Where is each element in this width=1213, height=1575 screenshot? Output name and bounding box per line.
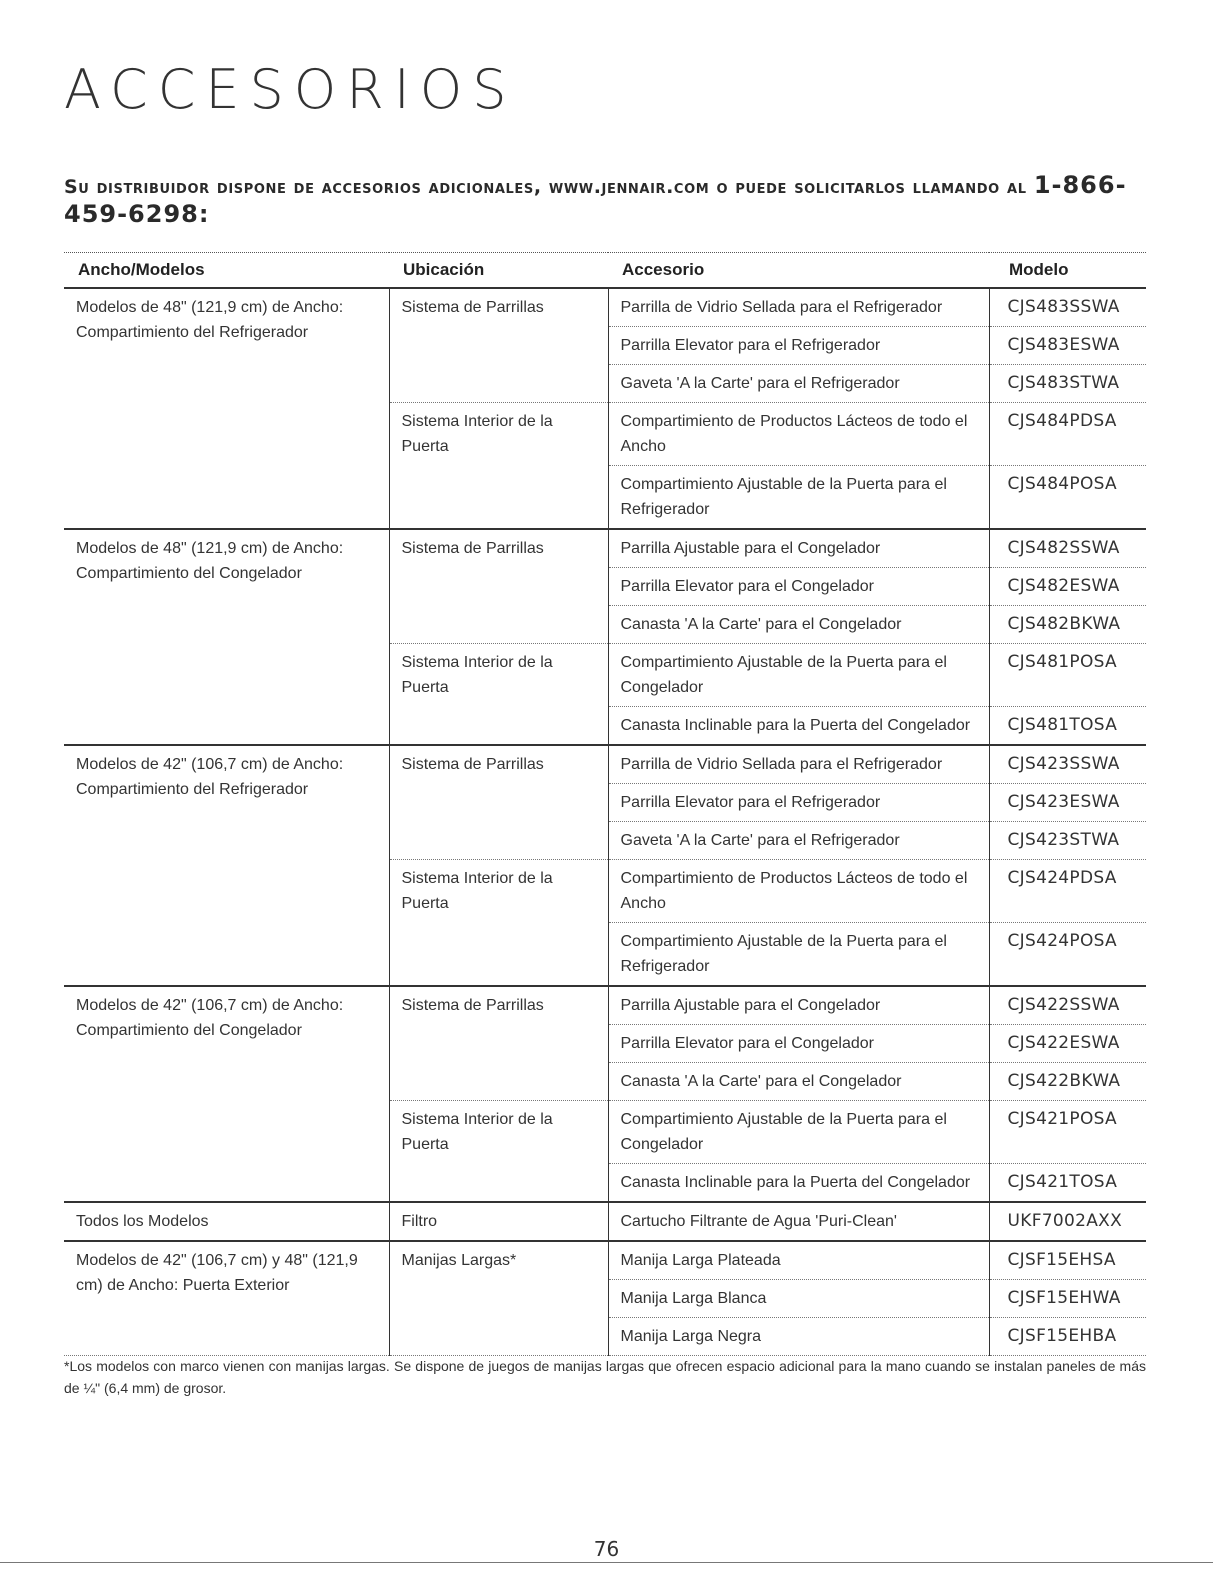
accessories-table bbox=[64, 252, 1146, 1356]
cell-accessory: Manija Larga Plateada bbox=[608, 1241, 989, 1280]
cell-model: CJS423SSWA bbox=[989, 745, 1146, 784]
cell-width-models: Modelos de 42" (106,7 cm) de Ancho: Compartimiento del Congelador bbox=[64, 986, 389, 1202]
table-row bbox=[64, 1202, 1146, 1241]
header-accessory: Accesorio bbox=[608, 253, 989, 289]
table-header-row bbox=[64, 253, 1146, 289]
cell-location: Sistema de Parrillas bbox=[389, 529, 608, 644]
cell-model: CJS481POSA bbox=[989, 644, 1146, 707]
cell-accessory: Parrilla Elevator para el Refrigerador bbox=[608, 784, 989, 822]
cell-model: CJSF15EHSA bbox=[989, 1241, 1146, 1280]
cell-model: CJS482SSWA bbox=[989, 529, 1146, 568]
cell-model: CJSF15EHWA bbox=[989, 1280, 1146, 1318]
cell-model: CJS421POSA bbox=[989, 1101, 1146, 1164]
cell-accessory: Canasta Inclinable para la Puerta del Congelador bbox=[608, 707, 989, 746]
cell-width-models: Todos los Modelos bbox=[64, 1202, 389, 1241]
cell-accessory: Manija Larga Negra bbox=[608, 1318, 989, 1356]
cell-accessory: Parrilla Elevator para el Congelador bbox=[608, 568, 989, 606]
cell-accessory: Gaveta 'A la Carte' para el Refrigerador bbox=[608, 365, 989, 403]
header-width-models: Ancho/Modelos bbox=[64, 253, 389, 289]
page-title: ACCESORIOS bbox=[64, 58, 517, 121]
cell-accessory: Canasta 'A la Carte' para el Congelador bbox=[608, 1063, 989, 1101]
cell-model: CJS483STWA bbox=[989, 365, 1146, 403]
cell-accessory: Compartimiento Ajustable de la Puerta para el Congelador bbox=[608, 644, 989, 707]
cell-location: Sistema Interior de la Puerta bbox=[389, 1101, 608, 1203]
cell-location: Filtro bbox=[389, 1202, 608, 1241]
cell-model: CJS481TOSA bbox=[989, 707, 1146, 746]
cell-accessory: Compartimiento Ajustable de la Puerta para el Refrigerador bbox=[608, 923, 989, 987]
cell-location: Sistema Interior de la Puerta bbox=[389, 860, 608, 987]
cell-model: CJSF15EHBA bbox=[989, 1318, 1146, 1356]
page-number: 76 bbox=[593, 1537, 620, 1561]
cell-accessory: Parrilla Ajustable para el Congelador bbox=[608, 529, 989, 568]
cell-model: CJS422ESWA bbox=[989, 1025, 1146, 1063]
cell-accessory: Cartucho Filtrante de Agua 'Puri-Clean' bbox=[608, 1202, 989, 1241]
cell-accessory: Compartimiento de Productos Lácteos de todo el Ancho bbox=[608, 860, 989, 923]
cell-accessory: Canasta Inclinable para la Puerta del Congelador bbox=[608, 1164, 989, 1203]
table-row bbox=[64, 288, 1146, 327]
cell-width-models: Modelos de 48" (121,9 cm) de Ancho: Compartimiento del Congelador bbox=[64, 529, 389, 745]
table-row bbox=[64, 745, 1146, 784]
cell-width-models: Modelos de 42" (106,7 cm) y 48" (121,9 cm) de Ancho: Puerta Exterior bbox=[64, 1241, 389, 1356]
cell-accessory: Canasta 'A la Carte' para el Congelador bbox=[608, 606, 989, 644]
table-row bbox=[64, 1241, 1146, 1280]
cell-location: Sistema de Parrillas bbox=[389, 288, 608, 403]
cell-accessory: Parrilla Ajustable para el Congelador bbox=[608, 986, 989, 1025]
cell-accessory: Parrilla Elevator para el Congelador bbox=[608, 1025, 989, 1063]
cell-location: Sistema de Parrillas bbox=[389, 986, 608, 1101]
bottom-rule bbox=[0, 1562, 1213, 1563]
subtitle-text: Su distribuidor dispone de accesorios adicionales, www.jennair.com o puede solicitarlos llamando al bbox=[64, 176, 1027, 198]
cell-accessory: Manija Larga Blanca bbox=[608, 1280, 989, 1318]
header-model: Modelo bbox=[989, 253, 1146, 289]
cell-location: Manijas Largas* bbox=[389, 1241, 608, 1356]
table-body bbox=[64, 288, 1146, 1356]
table-row bbox=[64, 529, 1146, 568]
cell-model: CJS423ESWA bbox=[989, 784, 1146, 822]
footnote: *Los modelos con marco vienen con manijas largas. Se dispone de juegos de manijas largas que ofrecen espacio adicional para la mano cuando se instalan paneles de más de ¼" (6,4 mm) de grosor. bbox=[64, 1358, 1146, 1396]
cell-width-models: Modelos de 42" (106,7 cm) de Ancho: Compartimiento del Refrigerador bbox=[64, 745, 389, 986]
cell-accessory: Parrilla de Vidrio Sellada para el Refrigerador bbox=[608, 288, 989, 327]
cell-model: CJS421TOSA bbox=[989, 1164, 1146, 1203]
cell-model: CJS483SSWA bbox=[989, 288, 1146, 327]
cell-model: UKF7002AXX bbox=[989, 1202, 1146, 1241]
cell-model: CJS424POSA bbox=[989, 923, 1146, 987]
cell-location: Sistema Interior de la Puerta bbox=[389, 403, 608, 530]
cell-model: CJS482ESWA bbox=[989, 568, 1146, 606]
cell-model: CJS482BKWA bbox=[989, 606, 1146, 644]
page-subtitle bbox=[64, 172, 1154, 230]
cell-width-models: Modelos de 48" (121,9 cm) de Ancho: Compartimiento del Refrigerador bbox=[64, 288, 389, 529]
cell-accessory: Compartimiento Ajustable de la Puerta para el Refrigerador bbox=[608, 466, 989, 530]
cell-model: CJS483ESWA bbox=[989, 327, 1146, 365]
table-row bbox=[64, 986, 1146, 1025]
cell-accessory: Compartimiento Ajustable de la Puerta para el Congelador bbox=[608, 1101, 989, 1164]
cell-model: CJS484POSA bbox=[989, 466, 1146, 530]
cell-model: CJS423STWA bbox=[989, 822, 1146, 860]
subtitle-phone: 1-866-459-6298: bbox=[64, 171, 1127, 228]
cell-model: CJS484PDSA bbox=[989, 403, 1146, 466]
cell-model: CJS424PDSA bbox=[989, 860, 1146, 923]
cell-accessory: Parrilla Elevator para el Refrigerador bbox=[608, 327, 989, 365]
cell-model: CJS422BKWA bbox=[989, 1063, 1146, 1101]
cell-location: Sistema Interior de la Puerta bbox=[389, 644, 608, 746]
cell-location: Sistema de Parrillas bbox=[389, 745, 608, 860]
header-location: Ubicación bbox=[389, 253, 608, 289]
cell-model: CJS422SSWA bbox=[989, 986, 1146, 1025]
cell-accessory: Compartimiento de Productos Lácteos de todo el Ancho bbox=[608, 403, 989, 466]
cell-accessory: Gaveta 'A la Carte' para el Refrigerador bbox=[608, 822, 989, 860]
cell-accessory: Parrilla de Vidrio Sellada para el Refrigerador bbox=[608, 745, 989, 784]
